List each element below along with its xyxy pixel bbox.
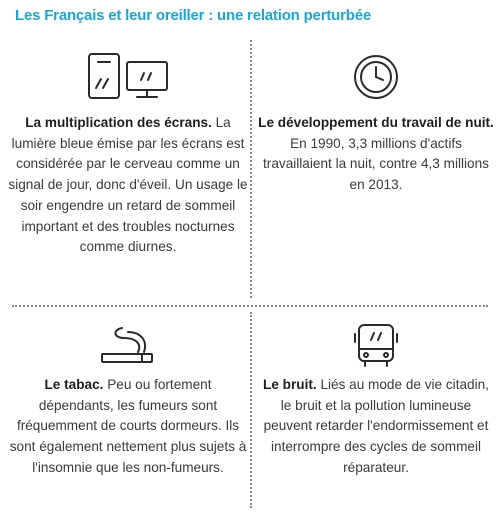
vertical-divider-top (250, 40, 252, 298)
screens-heading: La multiplication des écrans. (25, 115, 212, 130)
horizontal-divider (12, 305, 488, 307)
screens-body: La lumière bleue émise par les écrans est considérée par le cerveau comme un signal de jour, donc d'éveil. Un usage le soir engendre un retard de sommeil important et des troubles nocturnes comme diurnes. (8, 115, 248, 255)
night-work-heading: Le développement du travail de nuit. (258, 115, 494, 130)
section-tobacco (8, 312, 248, 508)
tobacco-body: Peu ou fortement dépendants, les fumeurs sont fréquemment de courts dormeurs. Ils sont également nettement plus sujets à l'insomnie que les non-fumeurs. (9, 377, 247, 475)
bus-icon (354, 322, 398, 370)
tobacco-heading: Le tabac. (44, 377, 104, 392)
cigarette-icon (98, 324, 158, 368)
section-night-work (256, 40, 496, 302)
screens-icon (85, 52, 171, 102)
noise-heading: Le bruit. (263, 377, 317, 392)
night-work-body: En 1990, 3,3 millions d'actifs travaillaient la nuit, contre 4,3 millions en 2013. (263, 135, 489, 193)
vertical-divider-bottom (250, 312, 252, 508)
section-screens (8, 40, 248, 302)
noise-body: Liés au mode de vie citadin, le bruit et la pollution lumineuse peuvent retarder l'endormissement et interrompre des cycles de sommeil réparateur. (263, 377, 489, 475)
clock-icon (352, 53, 400, 101)
section-noise (256, 312, 496, 508)
page-title: Les Français et leur oreiller : une relation perturbée (15, 7, 371, 24)
